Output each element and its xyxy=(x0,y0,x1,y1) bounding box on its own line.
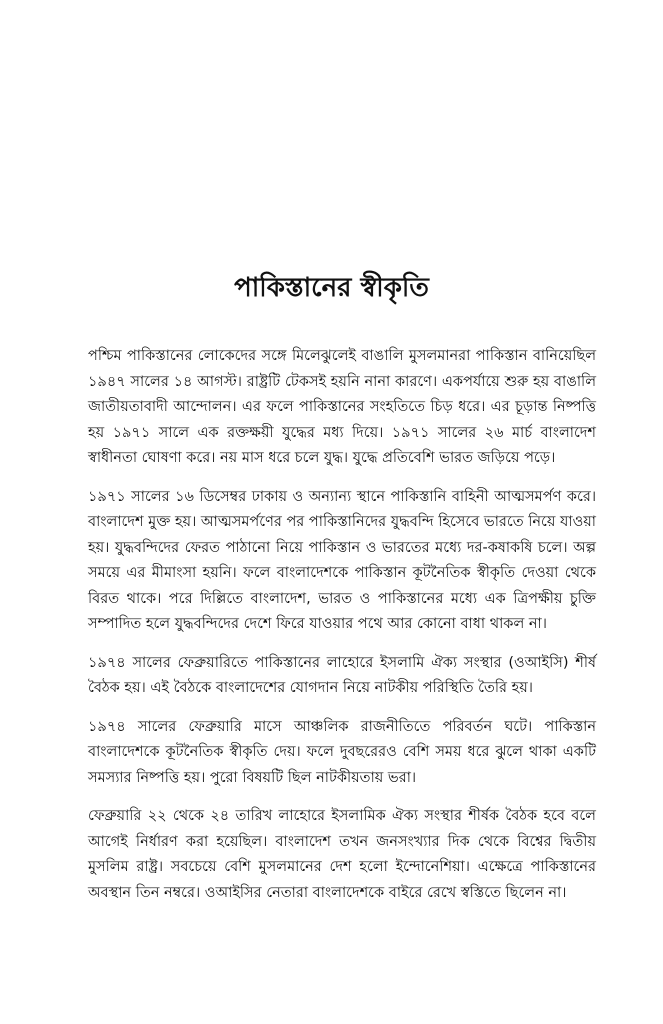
paragraph-1: পশ্চিম পাকিস্তানের লোকেদের সঙ্গে মিলেঝুলেই বাঙালি মুসলমানরা পাকিস্তান বানিয়েছিল ১৯৪৭ সালের ১৪ আগস্ট। রাষ্ট্রটি টেকসই হয়নি নানা কারণে। একপর্যায়ে শুরু হয় বাঙালি জাতীয়তাবাদী আন্দোলন। এর ফলে পাকিস্তানের সংহতিতে চিড় ধরে। এর চূড়ান্ত নিষ্পত্তি হয় ১৯৭১ সালে এক রক্তক্ষয়ী যুদ্ধের মধ্য দিয়ে। ১৯৭১ সালের ২৬ মার্চ বাংলাদেশ স্বাধীনতা ঘোষণা করে। নয় মাস ধরে চলে যুদ্ধ। যুদ্ধে প্রতিবেশি ভারত জড়িয়ে পড়ে। xyxy=(88,348,596,466)
paragraph-5: ফেব্রুয়ারি ২২ থেকে ২৪ তারিখ লাহোরে ইসলামিক ঐক্য সংস্থার শীর্ষক বৈঠক হবে বলে আগেই নির্ধারণ করা হয়েছিল। বাংলাদেশ তখন জনসংখ্যার দিক থেকে বিশ্বের দ্বিতীয় মুসলিম রাষ্ট্র। সবচেয়ে বেশি মুসলমানের দেশ হলো ইন্দোনেশিয়া। এক্ষেত্রে পাকিস্তানের অবস্থান তিন নম্বরে। ওআইসির নেতারা বাংলাদেশকে বাইরে রেখে স্বস্তিতে ছিলেন না। xyxy=(88,808,596,901)
chapter-body xyxy=(88,344,596,919)
paragraph-3: ১৯৭৪ সালের ফেব্রুয়ারিতে পাকিস্তানের লাহোরে ইসলামি ঐক্য সংস্থার (ওআইসি) শীর্ষ বৈঠক হয়। এই বৈঠকে বাংলাদেশের যোগদান নিয়ে নাটকীয় পরিস্থিতি তৈরি হয়। xyxy=(88,654,596,696)
paragraph-4: ১৯৭৪ সালের ফেব্রুয়ারি মাসে আঞ্চলিক রাজনীতিতে পরিবর্তন ঘটে। পাকিস্তান বাংলাদেশকে কূটনৈতিক স্বীকৃতি দেয়। ফলে দুবছরেরও বেশি সময় ধরে ঝুলে থাকা একটি সমস্যার নিষ্পত্তি হয়। পুরো বিষয়টি ছিল নাটকীয়তায় ভরা। xyxy=(88,718,596,786)
paragraph-2: ১৯৭১ সালের ১৬ ডিসেম্বর ঢাকায় ও অন্যান্য স্থানে পাকিস্তানি বাহিনী আত্মসমর্পণ করে। বাংলাদেশ মুক্ত হয়। আত্মসমর্পণের পর পাকিস্তানিদের যুদ্ধবন্দি হিসেবে ভারতে নিয়ে যাওয়া হয়। যুদ্ধবন্দিদের ফেরত পাঠানো নিয়ে পাকিস্তান ও ভারতের মধ্যে দর-কষাকষি চলে। অল্প সময়ে এর মীমাংসা হয়নি। ফলে বাংলাদেশকে পাকিস্তান কূটনৈতিক স্বীকৃতি দেওয়া থেকে বিরত থাকে। পরে দিল্লিতে বাংলাদেশ, ভারত ও পাকিস্তানের মধ্যে এক ত্রিপক্ষীয় চুক্তি সম্পাদিত হলে যুদ্ধবন্দিদের দেশে ফিরে যাওয়ার পথে আর কোনো বাধা থাকল না। xyxy=(88,488,596,632)
chapter-title: পাকিস্তানের স্বীকৃতি xyxy=(234,273,429,303)
